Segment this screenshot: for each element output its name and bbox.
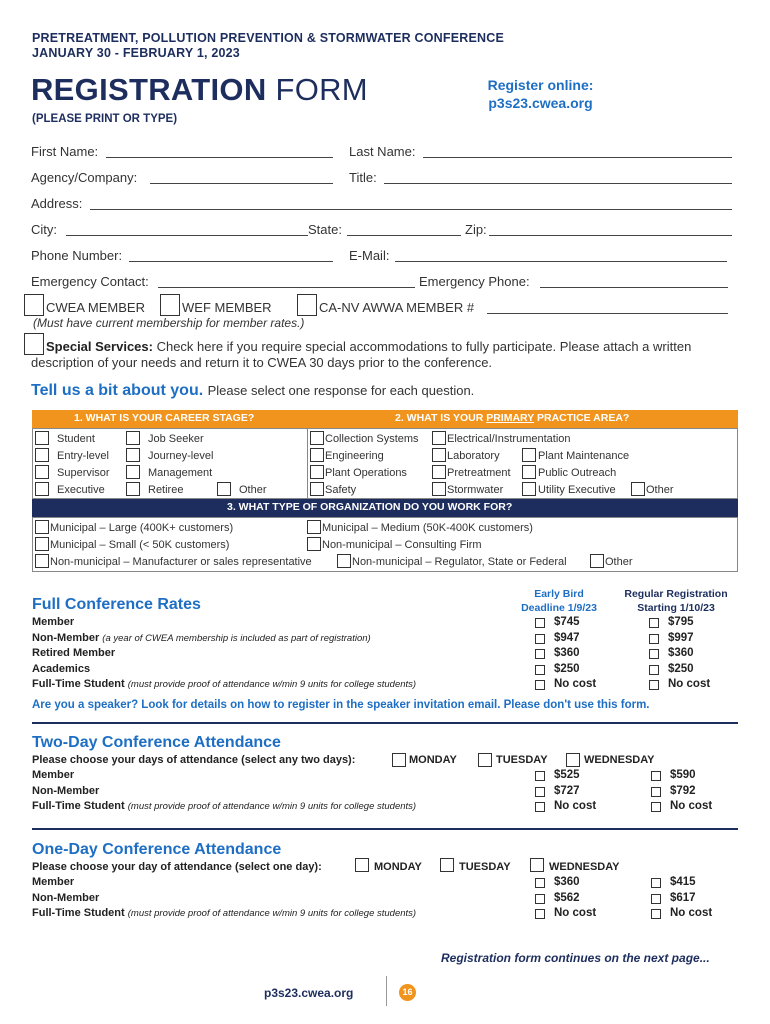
two-day-tuesday-label: TUESDAY bbox=[496, 754, 548, 766]
rate-note: (must provide proof of attendance w/min 9 units for college students) bbox=[127, 679, 417, 690]
org-manufacturer-checkbox[interactable] bbox=[35, 554, 49, 568]
practice-collection-label: Collection Systems bbox=[325, 433, 419, 445]
footer-divider bbox=[386, 976, 387, 1006]
regular-price: $590 bbox=[670, 769, 696, 781]
career-supervisor-checkbox[interactable] bbox=[35, 465, 49, 479]
career-executive-label: Executive bbox=[57, 484, 105, 496]
early-price: $250 bbox=[554, 662, 580, 675]
one-day-wednesday-label: WEDNESDAY bbox=[549, 861, 620, 873]
rate-category: Member bbox=[32, 769, 75, 781]
regular-price: $795 bbox=[668, 616, 694, 628]
rate-category: Academics bbox=[32, 662, 91, 675]
career-other-checkbox[interactable] bbox=[217, 482, 231, 496]
rate-category: Member bbox=[32, 616, 75, 628]
practice-laboratory-label: Laboratory bbox=[447, 450, 500, 462]
regular-price-checkbox[interactable] bbox=[649, 680, 659, 690]
rate-row-label bbox=[32, 769, 74, 781]
city-label: City: bbox=[31, 222, 57, 237]
career-jobseeker-label: Job Seeker bbox=[148, 433, 204, 445]
rate-category: Non-Member bbox=[32, 891, 100, 904]
rate-category: Full-Time Student bbox=[32, 800, 125, 812]
early-price-checkbox[interactable] bbox=[535, 909, 545, 919]
practice-laboratory-checkbox[interactable] bbox=[432, 448, 446, 462]
two-day-wednesday-checkbox[interactable] bbox=[566, 753, 580, 767]
cwea-member-checkbox[interactable] bbox=[24, 294, 44, 316]
continues-note: Registration form continues on the next page... bbox=[441, 951, 710, 965]
rate-category: Full-Time Student bbox=[32, 678, 125, 690]
q2-primary: PRIMARY bbox=[486, 412, 535, 424]
org-muni-small-label: Municipal – Small (< 50K customers) bbox=[50, 539, 230, 551]
rate-category: Non-Member bbox=[32, 784, 100, 797]
practice-safety-label: Safety bbox=[325, 484, 357, 496]
q2-post: PRACTICE AREA? bbox=[534, 412, 630, 424]
one-day-monday-label: MONDAY bbox=[374, 861, 422, 873]
early-price-checkbox[interactable] bbox=[535, 649, 545, 659]
canv-member-number-field[interactable] bbox=[487, 313, 728, 314]
career-management-checkbox[interactable] bbox=[126, 465, 140, 479]
org-regulator-checkbox[interactable] bbox=[337, 554, 351, 568]
first-name-field[interactable] bbox=[106, 157, 333, 158]
career-entry-label: Entry-level bbox=[57, 450, 109, 462]
practice-stormwater-label: Stormwater bbox=[447, 484, 504, 496]
phone-label: Phone Number: bbox=[31, 248, 123, 263]
zip-label: Zip: bbox=[465, 222, 487, 237]
question-bar-3 bbox=[32, 499, 738, 517]
career-supervisor-label: Supervisor bbox=[57, 467, 110, 479]
rate-note: (a year of CWEA membership is included as part of registration) bbox=[102, 632, 371, 644]
rate-category: Full-Time Student bbox=[32, 907, 125, 919]
practice-engineering-checkbox[interactable] bbox=[310, 448, 324, 462]
rate-row-label bbox=[32, 663, 90, 675]
early-price-checkbox[interactable] bbox=[535, 878, 545, 888]
emergency-contact-field[interactable] bbox=[158, 287, 415, 288]
conference-dates: JANUARY 30 - FEBRUARY 1, 2023 bbox=[32, 46, 240, 60]
regular-price-checkbox[interactable] bbox=[649, 665, 659, 675]
last-name-label: Last Name: bbox=[349, 144, 416, 159]
practice-plantmaint-checkbox[interactable] bbox=[522, 448, 536, 462]
practice-plantops-label: Plant Operations bbox=[325, 467, 407, 479]
career-other-label: Other bbox=[239, 484, 267, 496]
early-price-checkbox[interactable] bbox=[535, 665, 545, 675]
print-note: (PLEASE PRINT OR TYPE) bbox=[32, 113, 178, 125]
rate-row-label bbox=[32, 892, 99, 904]
register-online-label: Register online: bbox=[487, 77, 594, 93]
early-price: $562 bbox=[554, 891, 580, 904]
regular-price-checkbox[interactable] bbox=[649, 634, 659, 644]
page-number: 16 bbox=[399, 984, 416, 1001]
early-bird-title: Early Bird bbox=[534, 588, 584, 600]
career-journey-label: Journey-level bbox=[148, 450, 214, 462]
two-day-wednesday-label: WEDNESDAY bbox=[584, 754, 655, 766]
org-other-checkbox[interactable] bbox=[590, 554, 604, 568]
city-field[interactable] bbox=[66, 235, 308, 236]
practice-electrical-checkbox[interactable] bbox=[432, 431, 446, 445]
career-management-label: Management bbox=[148, 467, 213, 479]
two-day-instruction: Please choose your days of attendance (select any two days): bbox=[32, 754, 356, 766]
register-online-link[interactable]: p3s23.cwea.org bbox=[488, 95, 593, 111]
career-journey-checkbox[interactable] bbox=[126, 448, 140, 462]
rate-row-label bbox=[32, 616, 74, 628]
emergency-phone-field[interactable] bbox=[540, 287, 728, 288]
rate-row-label bbox=[32, 876, 74, 888]
conference-title: PRETREATMENT, POLLUTION PREVENTION & STORMWATER CONFERENCE bbox=[32, 31, 505, 45]
regular-price: $360 bbox=[668, 647, 694, 659]
org-muni-medium-checkbox[interactable] bbox=[307, 520, 321, 534]
address-field[interactable] bbox=[90, 209, 732, 210]
two-day-heading: Two-Day Conference Attendance bbox=[32, 734, 281, 751]
one-day-heading: One-Day Conference Attendance bbox=[32, 841, 282, 858]
form-title-light: FORM bbox=[275, 72, 368, 107]
org-manufacturer-label: Non-municipal – Manufacturer or sales representative bbox=[50, 556, 312, 568]
email-field[interactable] bbox=[395, 261, 727, 262]
address-label: Address: bbox=[31, 196, 83, 211]
first-name-label: First Name: bbox=[31, 144, 99, 159]
phone-field[interactable] bbox=[129, 261, 333, 262]
q1-label: 1. WHAT IS YOUR CAREER STAGE? bbox=[74, 412, 255, 424]
early-price-checkbox[interactable] bbox=[535, 618, 545, 628]
email-label: E-Mail: bbox=[349, 248, 390, 263]
practice-pretreatment-label: Pretreatment bbox=[447, 467, 511, 479]
one-day-monday-checkbox[interactable] bbox=[355, 858, 369, 872]
conference-name bbox=[32, 31, 504, 61]
footer-url[interactable]: p3s23.cwea.org bbox=[264, 986, 354, 1000]
rate-row-label bbox=[32, 678, 416, 690]
career-entry-checkbox[interactable] bbox=[35, 448, 49, 462]
special-services-checkbox[interactable] bbox=[24, 333, 44, 355]
rate-row-label bbox=[32, 647, 115, 659]
practice-other-label: Other bbox=[646, 484, 674, 496]
two-day-monday-label: MONDAY bbox=[409, 754, 457, 766]
wef-member-checkbox[interactable] bbox=[160, 294, 180, 316]
practice-collection-checkbox[interactable] bbox=[310, 431, 324, 445]
regular-price: No cost bbox=[670, 800, 713, 812]
form-title bbox=[31, 72, 368, 108]
state-field[interactable] bbox=[347, 235, 461, 236]
emergency-contact-label: Emergency Contact: bbox=[31, 274, 149, 289]
early-price: $360 bbox=[554, 876, 580, 888]
regular-price: $792 bbox=[670, 784, 696, 797]
two-day-tuesday-checkbox[interactable] bbox=[478, 753, 492, 767]
regular-price: $617 bbox=[670, 891, 696, 904]
early-price: $727 bbox=[554, 784, 580, 797]
early-price-checkbox[interactable] bbox=[535, 634, 545, 644]
early-price-checkbox[interactable] bbox=[535, 771, 545, 781]
canv-member-label: CA-NV AWWA MEMBER # bbox=[319, 300, 475, 315]
speaker-note: Are you a speaker? Look for details on how to register in the speaker invitation email. Please don't use this form. bbox=[32, 699, 650, 711]
practice-other-checkbox[interactable] bbox=[631, 482, 645, 496]
career-jobseeker-checkbox[interactable] bbox=[126, 431, 140, 445]
q3-label: 3. WHAT TYPE OF ORGANIZATION DO YOU WORK FOR? bbox=[227, 501, 513, 513]
rate-row-label bbox=[32, 800, 416, 812]
special-services-text2: description of your needs and return it to CWEA 30 days prior to the conference. bbox=[31, 355, 493, 370]
rate-row-label bbox=[32, 907, 416, 919]
rate-row-label bbox=[32, 785, 99, 797]
title-label: Title: bbox=[349, 170, 377, 185]
org-other-label: Other bbox=[605, 556, 633, 568]
zip-field[interactable] bbox=[489, 235, 732, 236]
regular-start: Starting 1/10/23 bbox=[637, 602, 715, 614]
special-services-label: Special Services: bbox=[46, 339, 153, 354]
q2-label bbox=[395, 412, 629, 424]
state-label: State: bbox=[308, 222, 342, 237]
regular-price: No cost bbox=[670, 907, 713, 919]
career-retiree-checkbox[interactable] bbox=[126, 482, 140, 496]
register-online bbox=[458, 76, 623, 112]
org-consulting-checkbox[interactable] bbox=[307, 537, 321, 551]
career-executive-checkbox[interactable] bbox=[35, 482, 49, 496]
practice-outreach-label: Public Outreach bbox=[538, 467, 617, 479]
early-price-checkbox[interactable] bbox=[535, 894, 545, 904]
rate-category: Non-Member bbox=[32, 631, 100, 644]
rate-category: Retired Member bbox=[32, 647, 116, 659]
practice-outreach-checkbox[interactable] bbox=[522, 465, 536, 479]
regular-title: Regular Registration bbox=[624, 588, 728, 600]
career-retiree-label: Retiree bbox=[148, 484, 184, 496]
regular-price-checkbox[interactable] bbox=[651, 909, 661, 919]
divider-1 bbox=[32, 722, 738, 724]
early-price-checkbox[interactable] bbox=[535, 802, 545, 812]
practice-engineering-label: Engineering bbox=[325, 450, 384, 462]
regular-price-checkbox[interactable] bbox=[649, 649, 659, 659]
agency-field[interactable] bbox=[150, 183, 333, 184]
one-day-instruction: Please choose your day of attendance (select one day): bbox=[32, 861, 322, 873]
early-price: $360 bbox=[554, 647, 580, 659]
regular-price-checkbox[interactable] bbox=[649, 618, 659, 628]
org-muni-medium-label: Municipal – Medium (50K-400K customers) bbox=[322, 522, 533, 534]
career-student-checkbox[interactable] bbox=[35, 431, 49, 445]
form-title-bold: REGISTRATION bbox=[31, 72, 267, 107]
early-bird-header bbox=[505, 587, 613, 615]
practice-pretreatment-checkbox[interactable] bbox=[432, 465, 446, 479]
question-bar-1-2 bbox=[32, 410, 738, 428]
rate-note: (must provide proof of attendance w/min 9 units for college students) bbox=[127, 908, 417, 919]
cwea-member-label: CWEA MEMBER bbox=[46, 300, 145, 315]
early-bird-deadline: Deadline 1/9/23 bbox=[521, 602, 597, 614]
regular-price-checkbox[interactable] bbox=[651, 878, 661, 888]
career-student-label: Student bbox=[57, 433, 95, 445]
canv-member-checkbox[interactable] bbox=[297, 294, 317, 316]
regular-price: $997 bbox=[668, 631, 694, 644]
practice-utilityexec-label: Utility Executive bbox=[538, 484, 616, 496]
early-price: $745 bbox=[554, 616, 580, 628]
one-day-tuesday-label: TUESDAY bbox=[459, 861, 511, 873]
agency-label: Agency/Company: bbox=[31, 170, 138, 185]
one-day-wednesday-checkbox[interactable] bbox=[530, 858, 544, 872]
early-price: No cost bbox=[554, 800, 597, 812]
practice-plantops-checkbox[interactable] bbox=[310, 465, 324, 479]
title-field[interactable] bbox=[384, 183, 732, 184]
regular-price-checkbox[interactable] bbox=[651, 771, 661, 781]
early-price: $525 bbox=[554, 769, 580, 781]
about-subheading: Please select one response for each question. bbox=[207, 383, 475, 398]
early-price-checkbox[interactable] bbox=[535, 680, 545, 690]
rate-note: (must provide proof of attendance w/min 9 units for college students) bbox=[127, 801, 417, 812]
rate-row-label bbox=[32, 632, 371, 644]
practice-safety-checkbox[interactable] bbox=[310, 482, 324, 496]
wef-member-label: WEF MEMBER bbox=[182, 300, 272, 315]
early-price: No cost bbox=[554, 907, 597, 919]
about-heading: Tell us a bit about you. bbox=[31, 382, 204, 399]
early-price: No cost bbox=[554, 678, 597, 690]
one-day-tuesday-checkbox[interactable] bbox=[440, 858, 454, 872]
full-rates-heading: Full Conference Rates bbox=[32, 596, 201, 613]
q2-pre: 2. WHAT IS YOUR bbox=[395, 412, 487, 424]
regular-header bbox=[614, 587, 738, 615]
org-muni-large-checkbox[interactable] bbox=[35, 520, 49, 534]
practice-plantmaint-label: Plant Maintenance bbox=[538, 450, 630, 462]
special-services-line1 bbox=[46, 339, 691, 354]
regular-price-checkbox[interactable] bbox=[651, 802, 661, 812]
early-price-checkbox[interactable] bbox=[535, 787, 545, 797]
early-price: $947 bbox=[554, 631, 580, 644]
org-muni-large-label: Municipal – Large (400K+ customers) bbox=[50, 522, 234, 534]
regular-price-checkbox[interactable] bbox=[651, 894, 661, 904]
regular-price: $415 bbox=[670, 876, 696, 888]
practice-stormwater-checkbox[interactable] bbox=[432, 482, 446, 496]
regular-price: $250 bbox=[668, 662, 694, 675]
org-regulator-label: Non-municipal – Regulator, State or Federal bbox=[352, 556, 567, 568]
practice-electrical-label: Electrical/Instrumentation bbox=[447, 433, 571, 445]
two-day-monday-checkbox[interactable] bbox=[392, 753, 406, 767]
practice-utilityexec-checkbox[interactable] bbox=[522, 482, 536, 496]
emergency-phone-label: Emergency Phone: bbox=[419, 274, 530, 289]
org-consulting-label: Non-municipal – Consulting Firm bbox=[322, 539, 482, 551]
membership-note: (Must have current membership for member rates.) bbox=[33, 316, 305, 330]
divider-2 bbox=[32, 828, 738, 830]
about-heading-row bbox=[31, 382, 474, 400]
regular-price-checkbox[interactable] bbox=[651, 787, 661, 797]
special-services-text1: Check here if you require special accommodations to fully participate. Please attach a written bbox=[152, 339, 692, 354]
last-name-field[interactable] bbox=[423, 157, 732, 158]
rate-category: Member bbox=[32, 876, 75, 888]
regular-price: No cost bbox=[668, 678, 711, 690]
org-muni-small-checkbox[interactable] bbox=[35, 537, 49, 551]
